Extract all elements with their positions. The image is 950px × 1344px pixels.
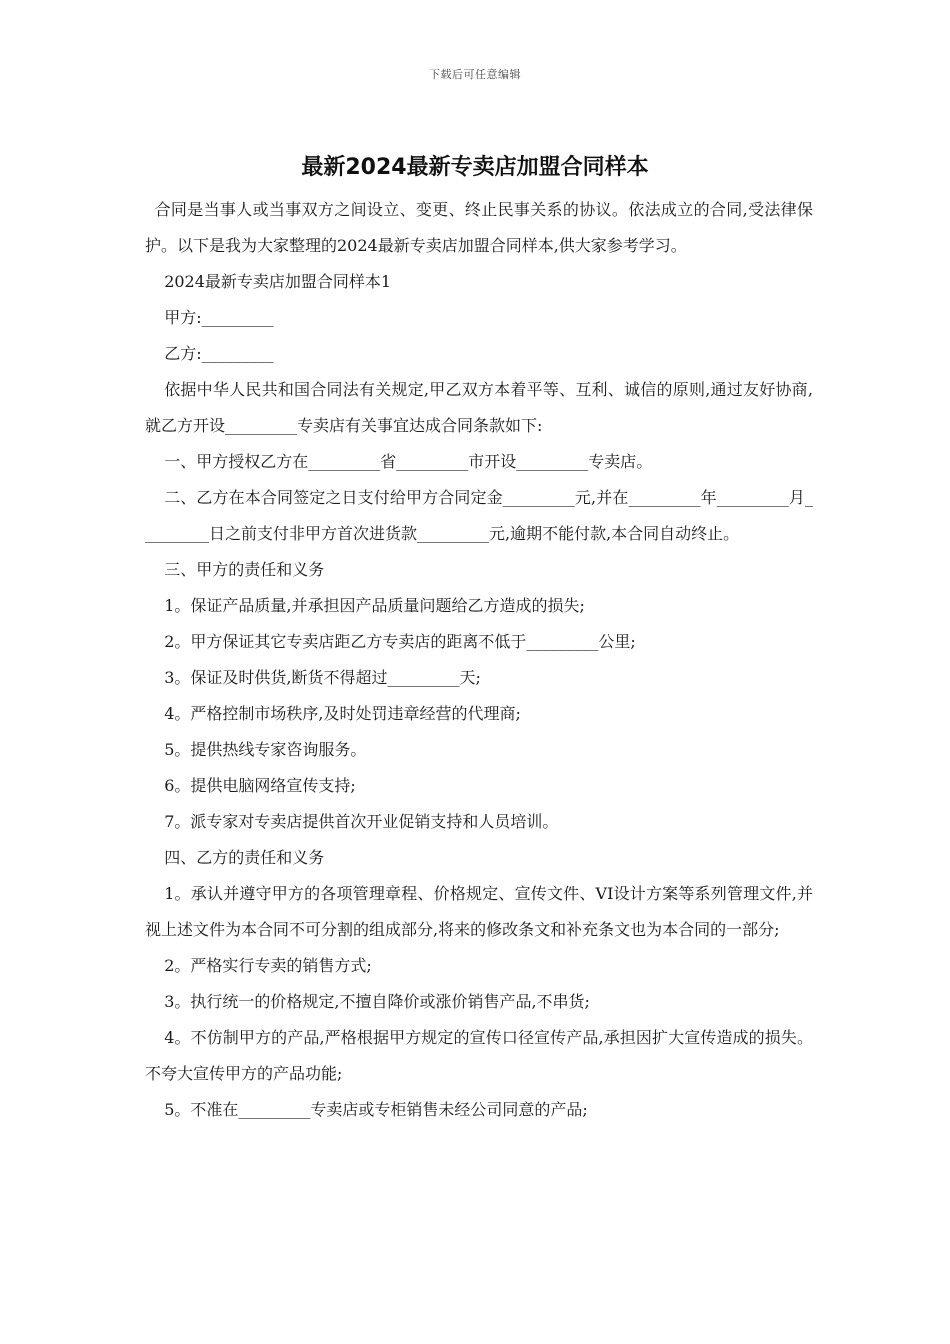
page-header-note: 下载后可任意编辑: [429, 68, 521, 81]
basis-paragraph: 依据中华人民共和国合同法有关规定,甲乙双方本着平等、互利、诚信的原则,通过友好协商,就乙方开设_________专卖店有关事宜达成合同条款如下:: [145, 380, 813, 435]
party-a-duty-5: 5。提供热线专家咨询服务。: [164, 740, 367, 759]
document-title: 最新2024最新专卖店加盟合同样本: [301, 155, 649, 180]
section-heading-party-b-duties: 四、乙方的责任和义务: [164, 848, 325, 867]
party-b-line: 乙方:_________: [164, 344, 274, 363]
party-b-duty-2: 2。严格实行专卖的销售方式;: [164, 956, 372, 975]
party-b-duty-4: 4。不仿制甲方的产品,严格根据甲方规定的宣传口径宣传产品,承担因扩大宣传造成的损失。不夸大宣传甲方的产品功能;: [145, 1028, 813, 1083]
party-a-duty-1: 1。保证产品质量,并承担因产品质量问题给乙方造成的损失;: [164, 596, 585, 615]
sample-heading: 2024最新专卖店加盟合同样本1: [164, 272, 392, 291]
clause-1: 一、甲方授权乙方在_________省_________市开设_________专卖店。: [164, 452, 653, 471]
party-b-duty-1: 1。承认并遵守甲方的各项管理章程、价格规定、宣传文件、VI设计方案等系列管理文件,并视上述文件为本合同不可分割的组成部分,将来的修改条文和补充条文也为本合同的一部分;: [145, 884, 813, 939]
clause-2: 二、乙方在本合同签定之日支付给甲方合同定金_________元,并在_________年_________月_________日之前支付非甲方首次进货款_________元,逾期不能付款,本合同自动终止。: [145, 488, 813, 543]
party-a-duty-4: 4。严格控制市场秩序,及时处罚违章经营的代理商;: [164, 704, 521, 723]
party-a-duty-3: 3。保证及时供货,断货不得超过_________天;: [164, 668, 481, 687]
party-a-duty-6: 6。提供电脑网络宣传支持;: [164, 776, 356, 795]
party-b-duty-3: 3。执行统一的价格规定,不擅自降价或涨价销售产品,不串货;: [164, 992, 590, 1011]
party-a-line: 甲方:_________: [164, 308, 274, 327]
section-heading-party-a-duties: 三、甲方的责任和义务: [164, 560, 325, 579]
party-a-duty-7: 7。派专家对专卖店提供首次开业促销支持和人员培训。: [164, 812, 559, 831]
intro-paragraph: 合同是当事人或当事双方之间设立、变更、终止民事关系的协议。依法成立的合同,受法律保护。以下是我为大家整理的2024最新专卖店加盟合同样本,供大家参考学习。: [145, 200, 813, 255]
party-b-duty-5: 5。不准在_________专卖店或专柜销售未经公司同意的产品;: [164, 1100, 588, 1119]
party-a-duty-2: 2。甲方保证其它专卖店距乙方专卖店的距离不低于_________公里;: [164, 632, 636, 651]
document-body: [145, 192, 813, 1128]
